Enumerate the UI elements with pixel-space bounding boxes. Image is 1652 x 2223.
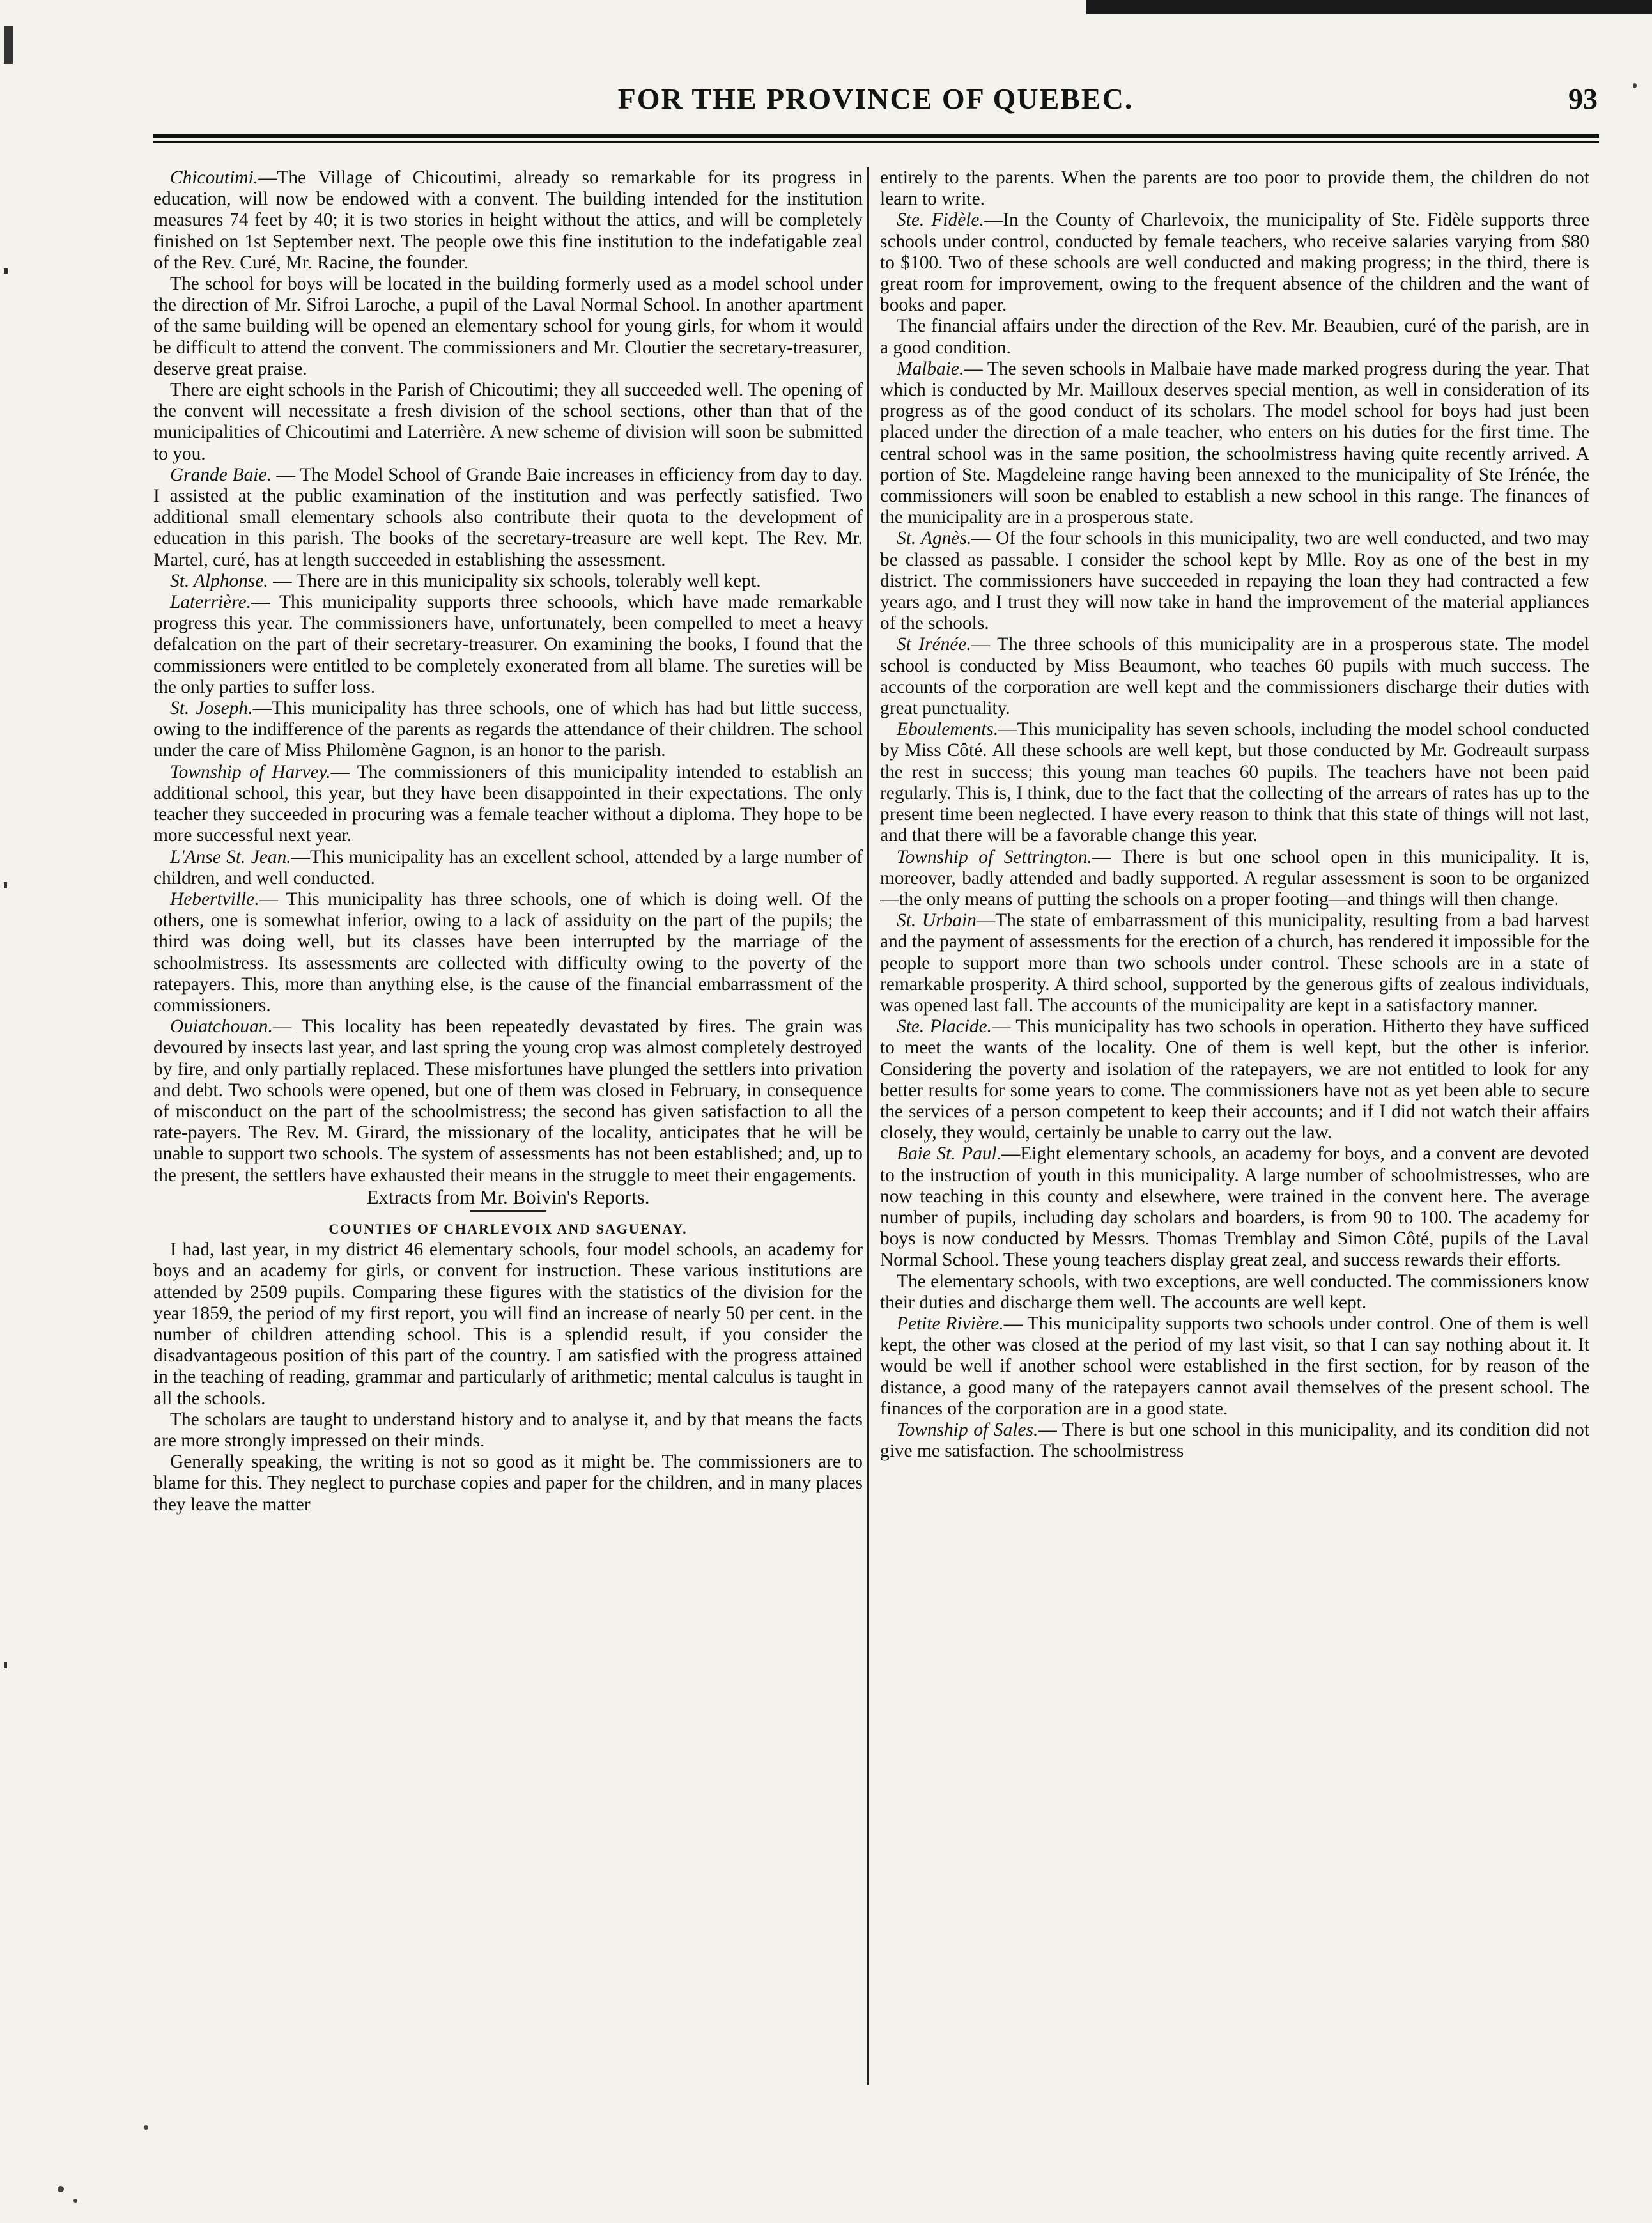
- paragraph: [153, 762, 863, 847]
- header-rule-thin: [153, 141, 1599, 143]
- paragraph-text: — This municipality has two schools in operation. Hitherto they have sufficed to meet the wants of the locality. One of them is well kept, but the other is inferior. Considering the poverty and isolation of the ratepayers, we are not entitled to look for any better results for some years to come. The commissioners have not as yet been able to secure the services of a person competent to keep their accounts; and if I did not watch their affairs closely, they would, certainly be unable to carry out the law.: [880, 1016, 1589, 1143]
- paragraph-text: The financial affairs under the direction of the Rev. Mr. Beaubien, curé of the parish, are in a good condition.: [880, 316, 1589, 358]
- scan-speck: [73, 2199, 77, 2203]
- paragraph-text: — There is but one school open in this municipality. It is, moreover, badly attended and badly supported. A regular assessment is soon to be organized—the only means of putting the schools on a proper footing—and things will then change.: [880, 846, 1589, 910]
- paragraph-text: Generally speaking, the writing is not so good as it might be. The commissioners are to blame for this. They neglect to purchase copies and paper for the children, and in many places they leave the matter: [153, 1452, 863, 1515]
- running-title: FOR THE PROVINCE OF QUEBEC.: [617, 82, 1134, 115]
- left-column: [153, 167, 863, 2085]
- paragraph-text: —The Village of Chicoutimi, already so remarkable for its progress in education, will now be endowed with a convent. The building intended for the institution measures 74 feet by 40; it is two stories in height without the attics, and will be completely finished on 1st September next. The people owe this fine institution to the indefatigable zeal of the Rev. Curé, Mr. Racine, the founder.: [153, 167, 863, 273]
- paragraph: [880, 634, 1589, 719]
- paragraph-lead: Township of Settrington.: [897, 846, 1092, 867]
- paragraph-text: — The Model School of Grande Baie increases in efficiency from day to day. I assisted at the public examination of the institution and was perfectly satisfied. Two additional small elementary schools also contribute their quota to the development of education in this parish. The books of the secretary-treasure are well kept. The Rev. Mr. Martel, curé, has at length succeeded in establishing the assessment.: [153, 464, 863, 570]
- paragraph-lead: Hebertville.: [170, 888, 259, 910]
- paragraph-text: The scholars are taught to understand history and to analyse it, and by that means the facts are more strongly impressed on their minds.: [153, 1409, 863, 1451]
- paragraph-lead: L'Anse St. Jean.: [170, 846, 291, 867]
- paragraph: [880, 719, 1589, 846]
- paragraph-text: —This municipality has three schools, one of which has had but little success, owing to the indifference of the parents as regards the attendance of their children. The school under the care of Miss Philomène Gagnon, is an honor to the parish.: [153, 698, 863, 761]
- paragraph: [880, 1016, 1589, 1143]
- paragraph-lead: Ste. Fidèle.: [897, 210, 984, 231]
- paragraph: [880, 910, 1589, 1016]
- section-heading: Extracts from Mr. Boivin's Reports.: [366, 1185, 650, 1208]
- paragraph: [153, 274, 863, 380]
- paragraph-text: — The three schools of this municipality are in a prosperous state. The model school is conducted by Miss Beaumont, who teaches 60 pupils with much success. The accounts of the corporation are well kept and the commissioners discharge their duties with great punctuality.: [880, 634, 1589, 719]
- paragraph-text: —The state of embarrassment of this municipality, resulting from a bad harvest and the payment of assessments for the erection of a church, has rendered it impossible for the people to support more than two schools under control. These schools are in a state of remarkable prosperity. A third school, supported by the generous gifts of zealous individuals, was opened last fall. The accounts of the municipality are kept in a satisfactory manner.: [880, 910, 1589, 1016]
- paragraph: [153, 167, 863, 274]
- paragraph-lead: Township of Sales.: [897, 1419, 1038, 1440]
- paragraph: [880, 1313, 1589, 1420]
- paragraph: [153, 1016, 863, 1186]
- paragraph-text: —This municipality has an excellent school, attended by a large number of children, and well conducted.: [153, 846, 863, 888]
- paragraph: [880, 1271, 1589, 1313]
- paragraph: [880, 210, 1589, 316]
- scan-speck: [1633, 83, 1637, 88]
- paragraph-text: The elementary schools, with two exceptions, are well conducted. The commissioners know their duties and discharge them well. The accounts are well kept.: [880, 1271, 1589, 1313]
- paragraph-lead: St. Joseph.: [170, 698, 253, 719]
- paragraph-text: — The seven schools in Malbaie have made marked progress during the year. That which is conducted by Mr. Mailloux deserves special mention, as well in consideration of its progress as of the good conduct of its scholars. The model school for boys had just been placed under the direction of a male teacher, who enters on his duties for the first time. The central school was in the same position, the schoolmistress having quite recently arrived. A portion of Ste. Magdeleine range having been annexed to the municipality of Ste Irénée, the commissioners will soon be enabled to establish a new school in this range. The finances of the municipality are in a prosperous state.: [880, 358, 1589, 528]
- scan-binding-marks: [0, 0, 19, 2223]
- paragraph: [880, 1143, 1589, 1271]
- paragraph: [880, 316, 1589, 358]
- paragraph-text: —This municipality has seven schools, including the model school conducted by Miss Côté. All these schools are well kept, but those conducted by Mr. Godreault surpass the rest in success; this young man teaches 60 pupils. The teachers have not been paid regularly. This is, I think, due to the fact that the collecting of the arrears of rates has up to the present time been neglected. I have every reason to think that this state of things will not last, and that there will be a favorable change this year.: [880, 719, 1589, 846]
- paragraph: [153, 889, 863, 1016]
- paragraph-lead: Township of Harvey.: [170, 761, 331, 782]
- paragraph-lead: Petite Rivière.: [897, 1313, 1004, 1334]
- paragraph-text: The school for boys will be located in the building formerly used as a model school under the direction of Mr. Sifroi Laroche, a pupil of the Laval Normal School. In another apartment of the same building will be opened an elementary school for young girls, for whom it would be difficult to attend the convent. The commissioners and Mr. Cloutier the secretary-treasurer, deserve great praise.: [153, 274, 863, 379]
- paragraph: [880, 528, 1589, 634]
- scan-speck: [144, 2125, 148, 2130]
- paragraph: [880, 847, 1589, 911]
- paragraph: [153, 1452, 863, 1515]
- paragraph-lead: St. Urbain: [897, 910, 977, 931]
- paragraph-lead: Baie St. Paul.: [897, 1143, 1002, 1165]
- paragraph-lead: Ste. Placide.: [897, 1016, 992, 1037]
- paragraph-text: —In the County of Charlevoix, the municipality of Ste. Fidèle supports three schools under control, conducted by female teachers, who receive salaries varying from $80 to $100. Two of these schools are well conducted and making progress; in the third, there is great room for improvement, owing to the frequent absence of the children and the want of books and paper.: [880, 210, 1589, 316]
- header-rule-thick: [153, 134, 1599, 138]
- paragraph-text: — This locality has been repeatedly devastated by fires. The grain was devoured by insects last year, and last spring the young crop was almost completely destroyed by fire, and only partially replaced. These misfortunes have plunged the settlers into privation and debt. Two schools were opened, but one of them was closed in February, in consequence of misconduct on the part of the schoolmistress; the second has given satisfaction to all the rate-payers. The Rev. M. Girard, the missionary of the locality, anticipates that he will be unable to support two schools. The system of assessments has not been established; and, up to the present, the settlers have exhausted their means in the struggle to meet their engagements.: [153, 1016, 863, 1186]
- page-header: [153, 82, 1598, 127]
- paragraph-text: — There are in this municipality six schools, tolerably well kept.: [268, 570, 761, 591]
- paragraph: [880, 1420, 1589, 1462]
- paragraph-text: — This municipality has three schools, one of which is doing well. Of the others, one is somewhat inferior, owing to a lack of assiduity on the part of the pupils; the third was doing well, but its classes have been interrupted by the marriage of the schoolmistress. Its assessments are collected with difficulty owing to the poverty of the ratepayers. This, more than anything else, is the cause of the financial embarrassment of the commissioners.: [153, 888, 863, 1016]
- section-subheading: COUNTIES OF CHARLEVOIX AND SAGUENAY.: [328, 1220, 688, 1237]
- paragraph-lead: St Irénée.: [897, 634, 971, 655]
- right-column: [880, 167, 1589, 2085]
- paragraph-text: — This municipality supports two schools under control. One of them is well kept, the other was closed at the period of my last visit, so that I can say nothing about it. It would be well if another school were established in the first section, for by reason of the distance, a good many of the ratepayers cannot avail themselves of the present school. The finances of the corporation are in a good state.: [880, 1313, 1589, 1419]
- paragraph-lead: Grande Baie.: [170, 464, 272, 485]
- paragraph-lead: Chicoutimi.: [170, 167, 258, 188]
- paragraph: [153, 847, 863, 889]
- paragraph-lead: Laterrière.: [170, 592, 252, 613]
- paragraph-lead: St. Alphonse.: [170, 570, 268, 591]
- paragraph-text: There are eight schools in the Parish of Chicoutimi; they all succeeded well. The opening of the convent will necessitate a fresh division of the school sections, other than that of the municipalities of Chicoutimi and Laterrière. A new scheme of division will soon be submitted to you.: [153, 380, 863, 464]
- page-number: 93: [1568, 82, 1598, 115]
- paragraph: [153, 465, 863, 571]
- scan-edge-bar: [1086, 0, 1652, 14]
- scan-speck: [58, 2186, 64, 2192]
- paragraph: [153, 1239, 863, 1409]
- paragraph-text: —Eight elementary schools, an academy for boys, and a convent are devoted to the instruction of youth in this municipality. A large number of schoolmistresses, who are now teaching in this county and elsewhere, were trained in the convent here. The average number of pupils, including day scholars and boarders, is from 90 to 100. The academy for boys is now conducted by Messrs. Thomas Tremblay and Simon Côté, pupils of the Laval Normal School. These young teachers display great zeal, and success rewards their efforts.: [880, 1143, 1589, 1271]
- paragraph-text: entirely to the parents. When the parents are too poor to provide them, the children do not learn to write.: [880, 167, 1589, 210]
- paragraph-text: — This municipality supports three schoools, which have made remarkable progress this year. The commissioners have, unfortunately, been compelled to meet a heavy defalcation on the part of their secretary-treasurer. On examining the books, I found that the commissioners were entitled to be completely exonerated from all blame. The sureties will be the only parties to suffer loss.: [153, 592, 863, 697]
- paragraph: [880, 359, 1589, 529]
- paragraph-lead: St. Agnès.: [897, 528, 972, 549]
- paragraph-lead: Ouiatchouan.: [170, 1016, 273, 1037]
- paragraph: [153, 571, 863, 592]
- section-rule: [470, 1210, 546, 1212]
- paragraph-text: I had, last year, in my district 46 elementary schools, four model schools, an academy for boys and an academy for girls, or convent for instruction. These various institutions are attended by 2509 pupils. Comparing these figures with the statistics of the division for the year 1859, the period of my first report, you will find an increase of nearly 50 per cent. in the number of children attending school. This is a splendid result, if you consider the disadvantageous position of this part of the country. I am satisfied with the progress attained in the teaching of reading, grammar and particularly of arithmetic; mental calculus is taught in all the schools.: [153, 1239, 863, 1409]
- paragraph-text: — Of the four schools in this municipality, two are well conducted, and two may be classed as passable. I consider the school kept by Mlle. Roy as one of the best in my district. The commissioners have succeeded in repaying the loan they had contracted a few years ago, and I trust they will now take in hand the improvement of the material appliances of the schools.: [880, 528, 1589, 634]
- paragraph: [153, 380, 863, 465]
- paragraph: [153, 1409, 863, 1452]
- paragraph: [153, 592, 863, 698]
- paragraph-text: — The commissioners of this municipality intended to establish an additional school, this year, but they have been disappointed in their expectations. The only teacher they succeeded in procuring was a female teacher without a diploma. They hope to be more successful next year.: [153, 761, 863, 846]
- paragraph: [153, 698, 863, 762]
- paragraph-text: — There is but one school in this municipality, and its condition did not give me satisfaction. The schoolmistress: [880, 1419, 1589, 1462]
- paragraph-lead: Malbaie.: [897, 358, 964, 379]
- paragraph-lead: Eboulements.: [897, 719, 999, 740]
- paragraph: [880, 167, 1589, 210]
- column-divider: [867, 167, 869, 2085]
